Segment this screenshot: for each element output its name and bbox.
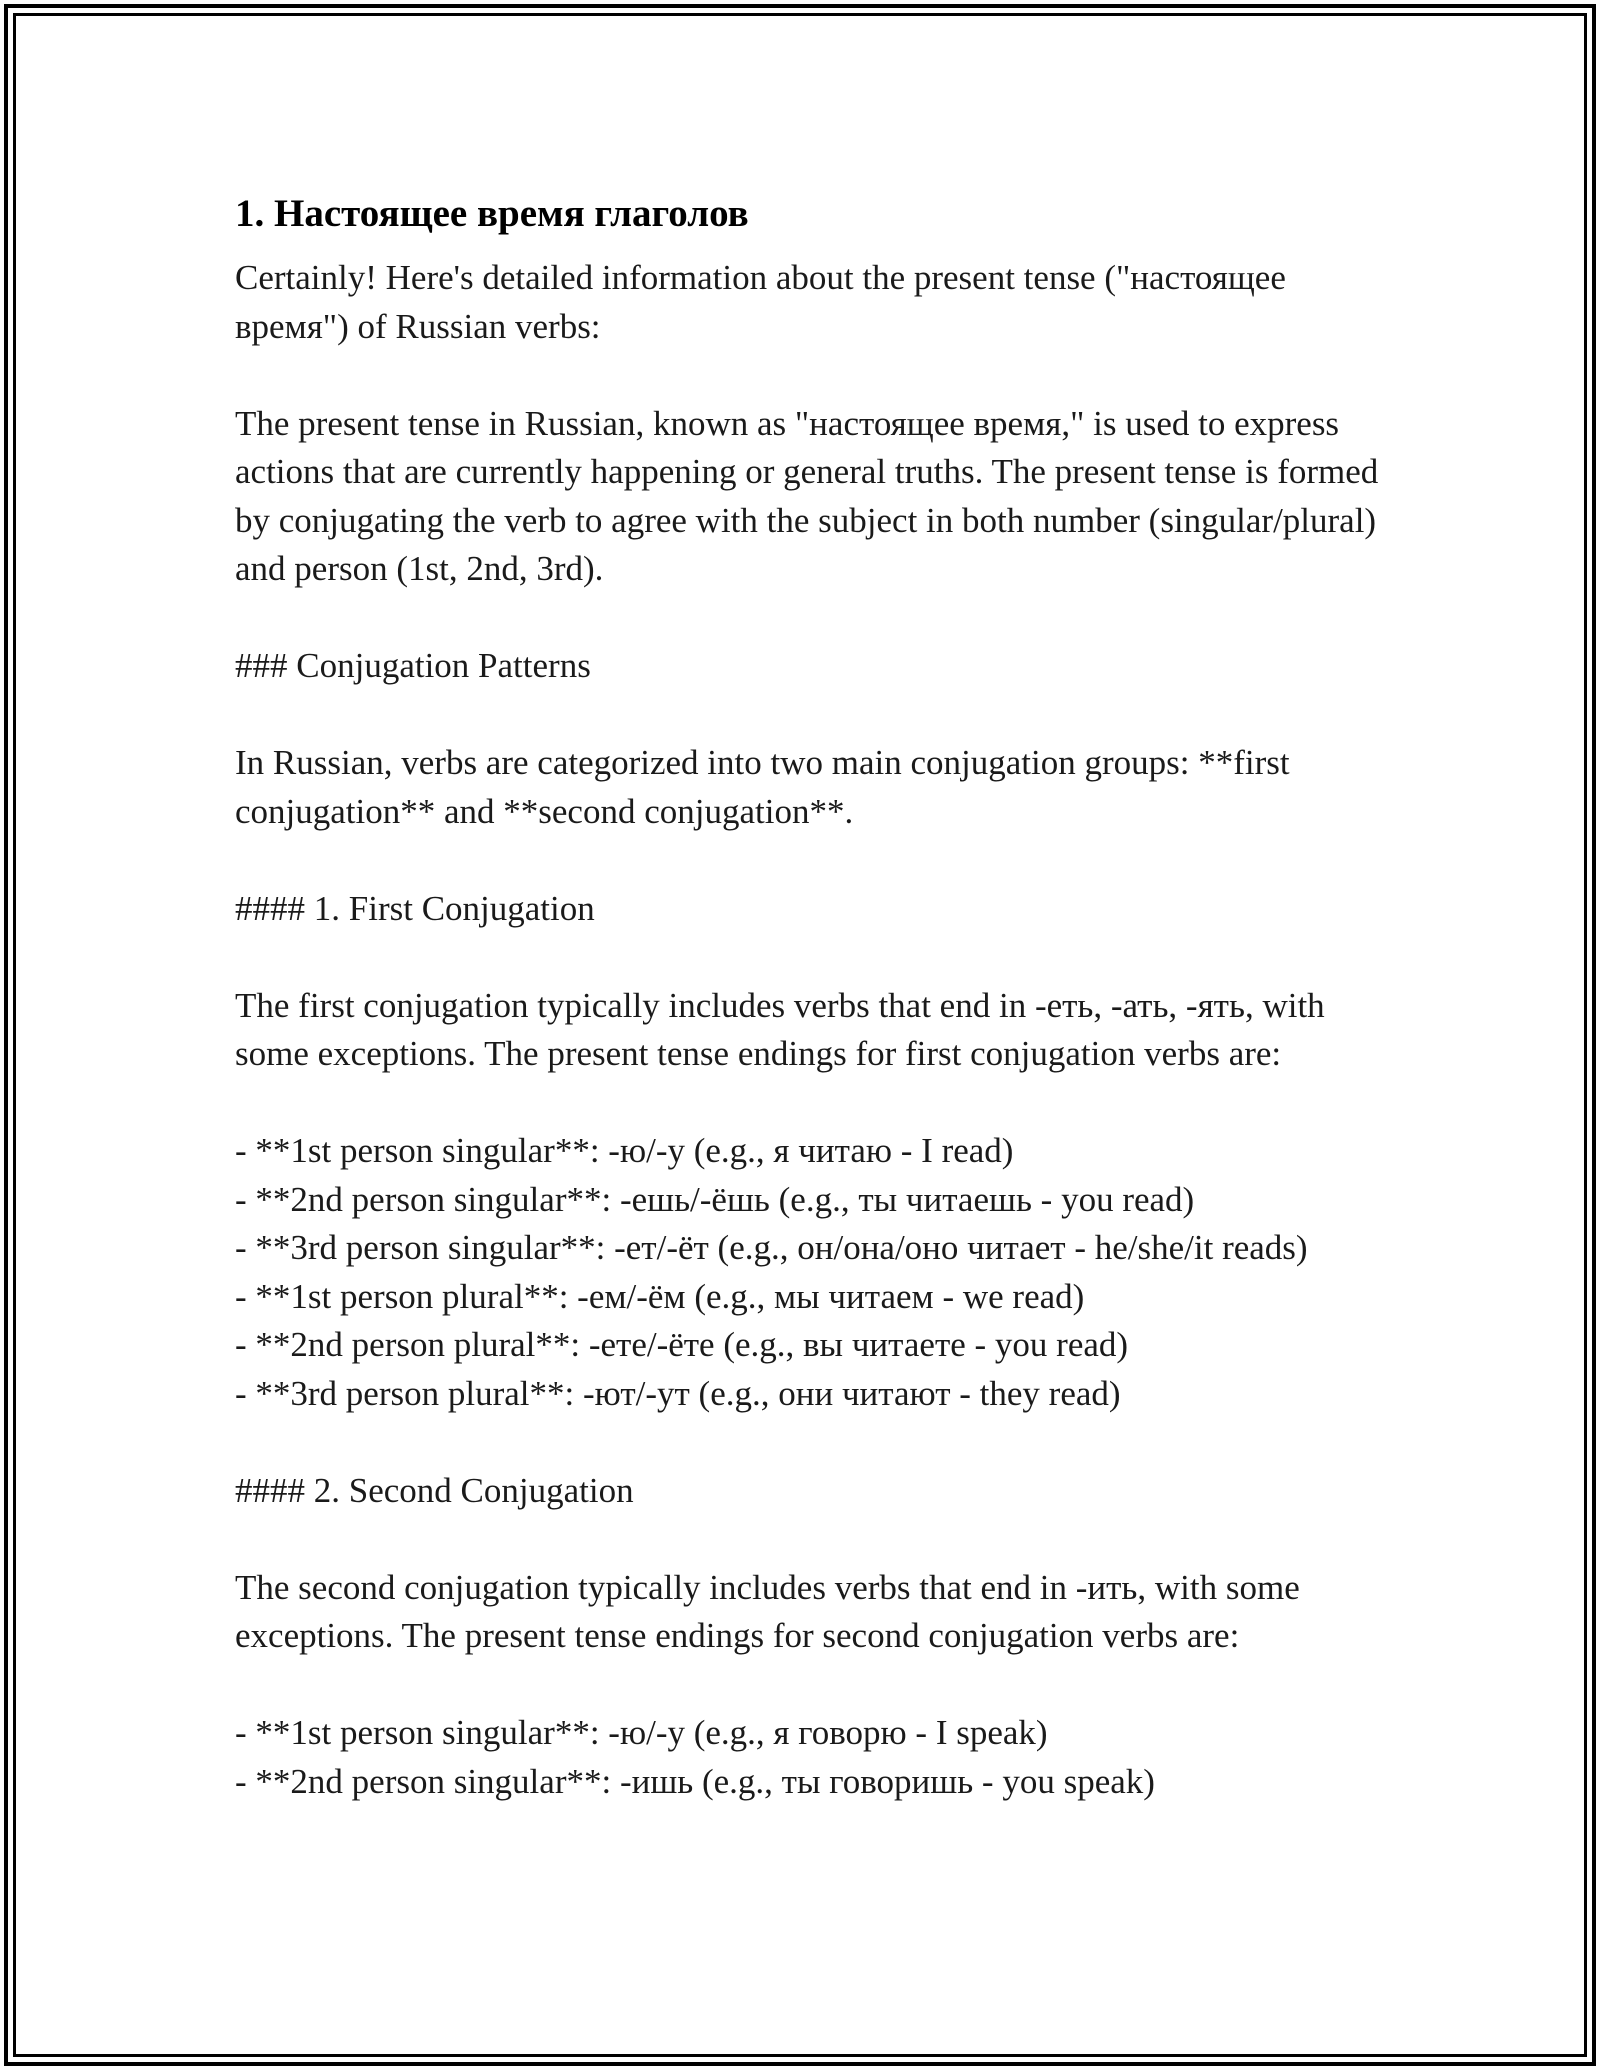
second-conjugation-list [235,1709,1385,1806]
conjugation-groups-paragraph: In Russian, verbs are categorized into two main conjugation groups: **first conjugation** and **second conjugation**. [235,743,1290,831]
list-item: - **1st person singular**: -ю/-у (e.g., я читаю - I read) [235,1131,1014,1170]
second-conjugation-paragraph: The second conjugation typically includes verbs that end in -ить, with some exceptions. The present tense endings for second conjugation verbs are: [235,1567,1300,1655]
spacer [235,691,1385,740]
spacer [235,1515,1385,1564]
list-item: - **2nd person plural**: -ете/-ёте (e.g., вы читаете - you read) [235,1325,1129,1364]
document-body [235,186,1385,1806]
list-item: - **2nd person singular**: -ишь (e.g., ты говоришь - you speak) [235,1761,1155,1801]
spacer [235,1079,1385,1128]
list-item: - **1st person singular**: -ю/-у (e.g., я говорю - I speak) [235,1713,1048,1752]
spacer [235,594,1385,643]
present-tense-paragraph: The present tense in Russian, known as "настоящее время," is used to express actions that are currently happening or general truths. The present tense is formed by conjugating the verb to agree with the subject in both number (singular/plural) and person (1st, 2nd, 3rd). [235,403,1379,588]
list-item: - **3rd person plural**: -ют/-ут (e.g., они читают - they read) [235,1373,1121,1413]
spacer [235,836,1385,885]
spacer [235,351,1385,400]
spacer [235,933,1385,982]
first-conjugation-paragraph: The first conjugation typically includes verbs that end in -еть, -ать, -ять, with some exceptions. The present tense endings for first conjugation verbs are: [235,985,1325,1073]
spacer [235,1418,1385,1467]
list-item: - **2nd person singular**: -ешь/-ёшь (e.g., ты читаешь - you read) [235,1179,1195,1219]
document-title: 1. Настоящее время глаголов [235,192,749,235]
first-conjugation-heading: #### 1. First Conjugation [235,888,595,928]
list-item: - **1st person plural**: -ем/-ём (e.g., мы читаем - we read) [235,1276,1085,1316]
conjugation-patterns-heading: ### Conjugation Patterns [235,646,591,685]
second-conjugation-heading: #### 2. Second Conjugation [235,1470,634,1510]
first-conjugation-list [235,1127,1385,1418]
intro-paragraph: Certainly! Here's detailed information about the present tense ("настоящее время") of Russian verbs: [235,258,1295,346]
spacer [235,1661,1385,1710]
list-item: - **3rd person singular**: -ет/-ёт (e.g., он/она/оно читает - he/she/it reads) [235,1228,1308,1267]
